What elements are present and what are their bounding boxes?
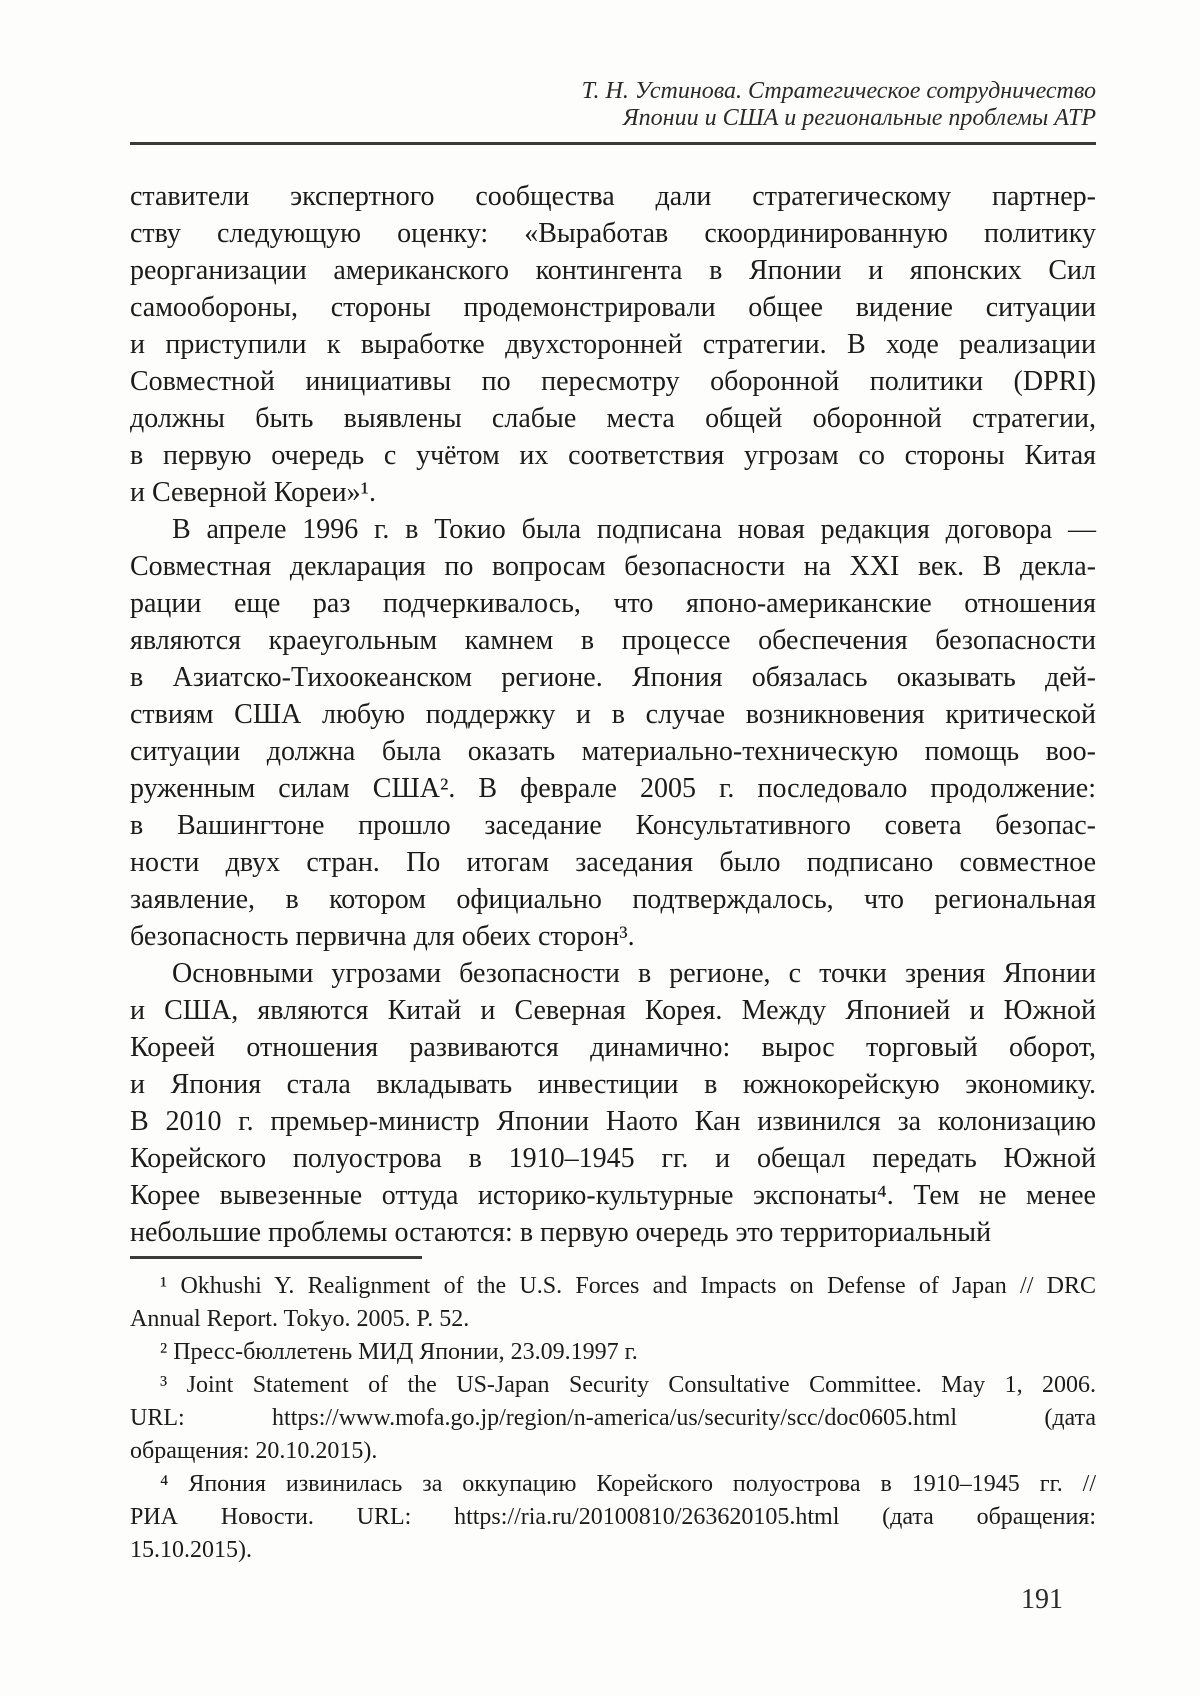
text-line: заявление, в котором официально подтверждалось, что региональная [130,884,1096,915]
paragraph [130,955,1096,1251]
running-header [130,78,1096,132]
page-number: 191 [1021,1584,1063,1615]
text-line: руженным силам США². В феврале 2005 г. последовало продолжение: [130,773,1096,804]
text-line: в Вашингтоне прошло заседание Консультативного совета безопас- [130,810,1096,841]
text-line: ситуации должна была оказать материально-техническую помощь воо- [130,736,1096,767]
text-line: ставители экспертного сообщества дали стратегическому партнер- [130,181,1096,212]
paragraph [130,511,1096,955]
footnotes [130,1270,1096,1567]
text-line: Основными угрозами безопасности в регионе, с точки зрения Японии [172,958,1096,989]
text-line: ⁴ Япония извинилась за оккупацию Корейского полуострова в 1910–1945 гг. // [160,1471,1096,1497]
text-line: ² Пресс-бюллетень МИД Японии, 23.09.1997 г. [160,1339,638,1365]
text-line: небольшие проблемы остаются: в первую очередь это территориальный [130,1217,992,1248]
text-line: и Япония стала вкладывать инвестиции в южнокорейскую экономику. [130,1069,1096,1100]
text-line: 15.10.2015). [130,1537,252,1563]
text-line: Совместной инициативы по пересмотру оборонной политики (DPRI) [130,366,1096,397]
paragraph [130,178,1096,511]
text-line: В 2010 г. премьер-министр Японии Наото Кан извинился за колонизацию [130,1106,1096,1137]
text-line: самообороны, стороны продемонстрировали общее видение ситуации [130,292,1096,323]
text-line: и США, являются Китай и Северная Корея. Между Японией и Южной [130,995,1096,1026]
header-rule [130,142,1096,145]
footnote [130,1468,1096,1567]
text-line: Совместная декларация по вопросам безопасности на XXI век. В декла- [130,551,1096,582]
text-line: в Азиатско-Тихоокеанском регионе. Япония обязалась оказывать дей- [130,662,1096,693]
text-line: безопасность первична для обеих сторон³. [130,921,635,952]
text-line: должны быть выявлены слабые места общей оборонной стратегии, [130,403,1096,434]
running-header-line2: Японии и США и региональные проблемы АТР [622,105,1096,131]
text-line: Annual Report. Tokyo. 2005. P. 52. [130,1306,470,1332]
text-line: Кореей отношения развиваются динамично: вырос торговый оборот, [130,1032,1096,1063]
text-line: ³ Joint Statement of the US-Japan Security Consultative Committee. May 1, 2006. [160,1372,1096,1398]
text-line: Корее вывезенные оттуда историко-культурные экспонаты⁴. Тем не менее [130,1180,1096,1211]
text-line: являются краеугольным камнем в процессе обеспечения безопасности [130,625,1096,656]
text-line: обращения: 20.10.2015). [130,1438,378,1464]
text-line: рации еще раз подчеркивалось, что японо-американские отношения [130,588,1096,619]
footnote [130,1369,1096,1468]
body-text [130,178,1096,1251]
running-header-line1: Т. Н. Устинова. Стратегическое сотрудничество [581,78,1096,104]
text-line: и Северной Кореи»¹. [130,477,376,508]
text-line: в первую очередь с учётом их соответствия угрозам со стороны Китая [130,440,1096,471]
text-line: URL: https://www.mofa.go.jp/region/n-america/us/security/scc/doc0605.html (дата [130,1405,1096,1431]
text-line: ности двух стран. По итогам заседания было подписано совместное [130,847,1096,878]
text-line: реорганизации американского контингента в Японии и японских Сил [130,255,1096,286]
text-line: ству следующую оценку: «Выработав скоординированную политику [130,218,1096,249]
text-line: ¹ Okhushi Y. Realignment of the U.S. Forces and Impacts on Defense of Japan // DRC [160,1273,1096,1299]
footnote [130,1270,1096,1336]
footnote [130,1336,1096,1369]
footnote-separator [130,1256,422,1259]
text-line: Корейского полуострова в 1910–1945 гг. и обещал передать Южной [130,1143,1096,1174]
text-line: ствиям США любую поддержку и в случае возникновения критической [130,699,1096,730]
text-line: и приступили к выработке двухсторонней стратегии. В ходе реализации [130,329,1096,360]
text-line: РИА Новости. URL: https://ria.ru/20100810/263620105.html (дата обращения: [130,1504,1096,1530]
text-line: В апреле 1996 г. в Токио была подписана новая редакция договора — [172,514,1096,545]
